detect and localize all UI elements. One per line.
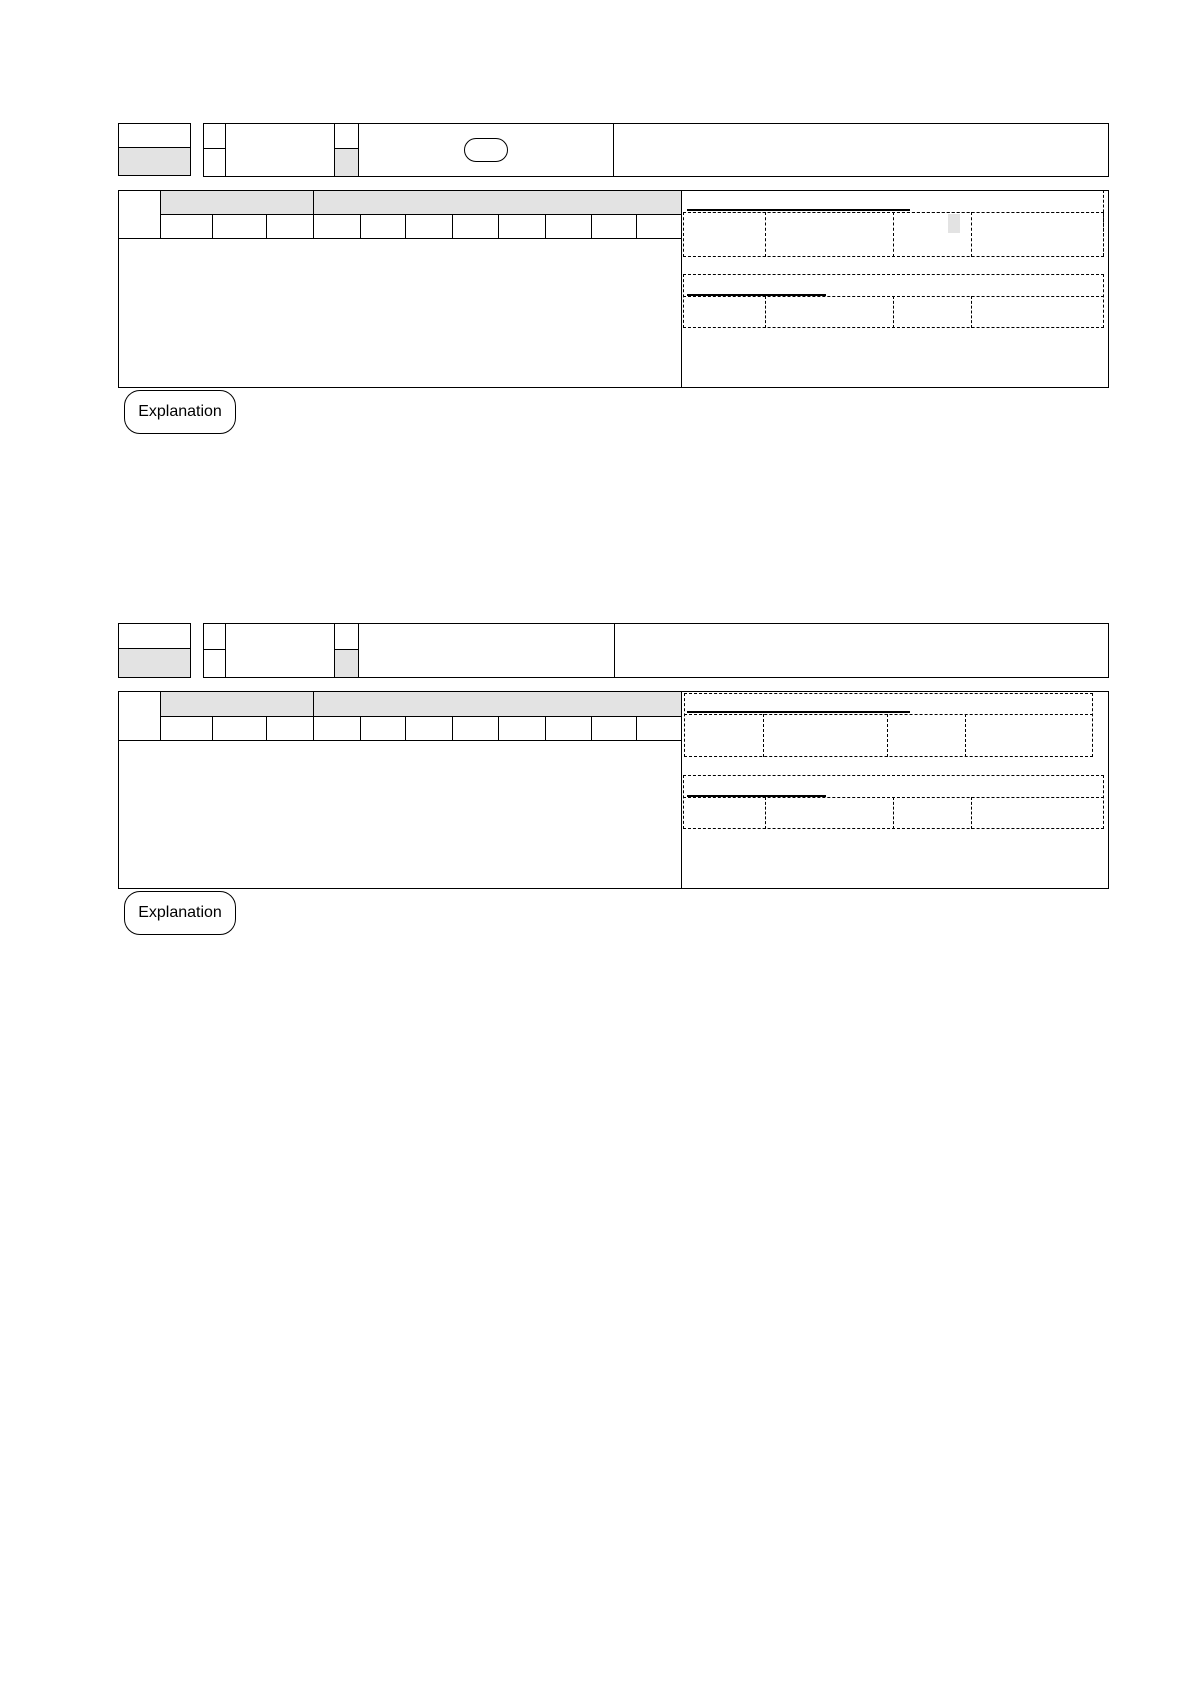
explanation-button[interactable]: Explanation [124, 390, 236, 434]
explanation-button[interactable]: Explanation [124, 891, 236, 935]
code-box-bottom [118, 648, 191, 678]
shaded-cell [335, 149, 358, 176]
code-box-top [118, 623, 191, 649]
toggle-button[interactable] [464, 138, 508, 162]
code-box-bottom [118, 147, 191, 176]
code-box-top [118, 123, 191, 148]
info-grid-top [684, 693, 1093, 757]
shaded-cell [335, 650, 358, 677]
